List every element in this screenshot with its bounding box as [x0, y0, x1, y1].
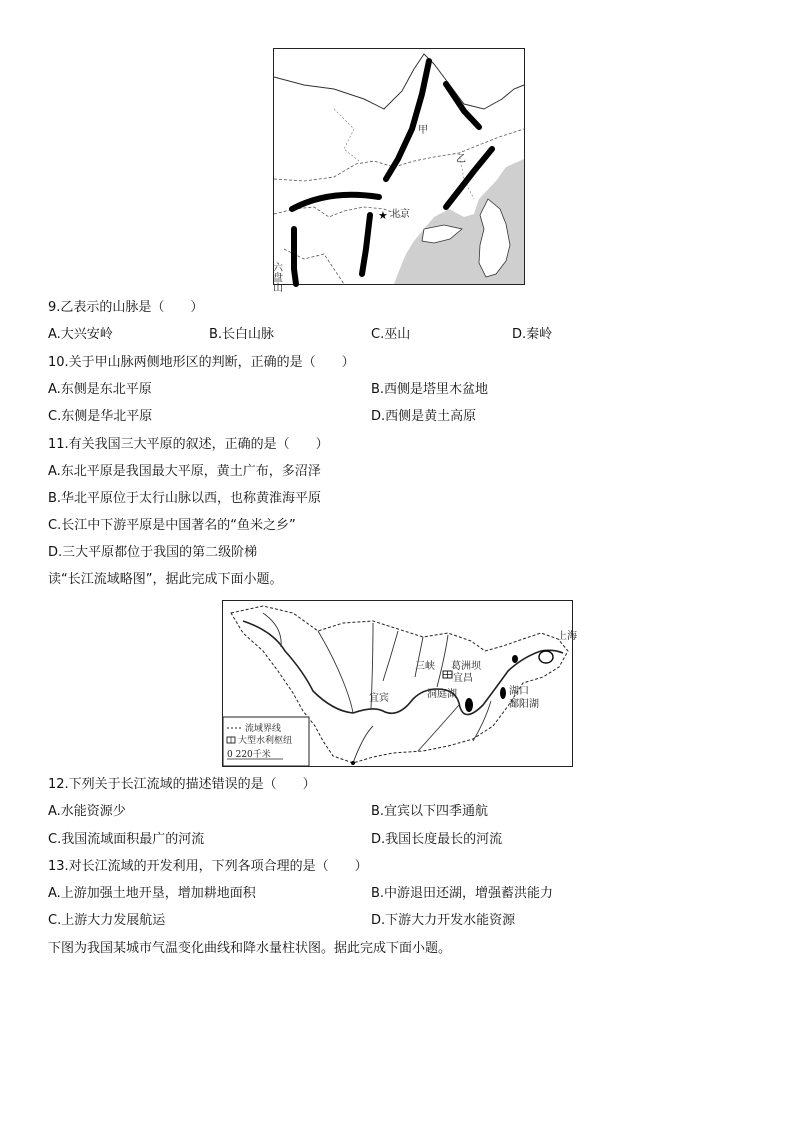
q12-option-a[interactable]: A.水能资源少 — [48, 804, 126, 819]
q10-option-b[interactable]: B.西侧是塔里木盆地 — [371, 382, 489, 397]
q12-option-b[interactable]: B.宜宾以下四季通航 — [371, 804, 489, 819]
q11-option-a[interactable]: A.东北平原是我国最大平原，黄土广布，多沼泽 — [48, 464, 321, 479]
mountain-liupan-line — [294, 229, 296, 284]
poyang-lake-shape — [500, 687, 506, 699]
taihu-lake-shape — [539, 651, 553, 663]
tributary — [383, 631, 398, 681]
label-gezhouba: 葛洲坝 — [451, 661, 481, 672]
mountain-jia-line — [386, 61, 429, 179]
legend-boundary-label: 流域界线 — [245, 724, 282, 734]
province-boundary — [334, 109, 359, 161]
label-hukou: 湖口 — [509, 686, 529, 697]
mountain-taihang-line — [362, 215, 370, 274]
yangtze-map-figure — [222, 600, 577, 767]
tributary — [418, 705, 459, 751]
q12-option-d[interactable]: D.我国长度最长的河流 — [371, 832, 503, 847]
label-yibin: 宜宾 — [369, 693, 389, 704]
q11-option-d[interactable]: D.三大平原都位于我国的第二级阶梯 — [48, 545, 258, 560]
question-10-stem: 10.关于甲山脉两侧地形区的判断，正确的是（ ） — [48, 355, 355, 370]
dianchi-lake-shape — [351, 761, 355, 765]
label-yi: 乙 — [456, 154, 466, 165]
intro-yangtze: 读“长江流域略图”，据此完成下面小题。 — [48, 572, 283, 587]
tributary — [437, 635, 448, 687]
q10-option-c[interactable]: C.东侧是华北平原 — [48, 409, 153, 424]
label-shanghai: 上海 — [557, 631, 577, 642]
q11-option-c[interactable]: C.长江中下游平原是中国著名的“鱼米之乡” — [48, 518, 296, 533]
q12-option-c[interactable]: C.我国流域面积最广的河流 — [48, 832, 205, 847]
question-11-stem: 11.有关我国三大平原的叙述，正确的是（ ） — [48, 437, 329, 452]
q9-option-b[interactable]: B.长白山脉 — [209, 327, 275, 342]
question-12-stem: 12.下列关于长江流域的描述错误的是（ ） — [48, 777, 316, 792]
label-beijing: 北京 — [390, 209, 410, 220]
q9-option-c[interactable]: C.巫山 — [371, 327, 411, 342]
q10-option-d[interactable]: D.西侧是黄土高原 — [371, 409, 477, 424]
chao-lake-shape — [512, 655, 518, 663]
label-poyang: 鄱阳湖 — [509, 699, 539, 710]
mountain-map-svg — [270, 49, 524, 292]
question-9-stem: 9.乙表示的山脉是（ ） — [48, 300, 204, 315]
mountain-yi-north-line — [446, 84, 479, 127]
q13-option-b[interactable]: B.中游退田还湖，增强蓄洪能力 — [371, 886, 554, 901]
q13-option-d[interactable]: D.下游大力开发水能资源 — [371, 913, 516, 928]
border-line — [274, 54, 524, 109]
legend-hub-label: 大型水利枢纽 — [238, 736, 293, 746]
mountain-map-figure — [270, 48, 525, 292]
label-sanxia: 三峡 — [415, 661, 435, 672]
label-dongting: 洞庭湖 — [427, 689, 457, 700]
q11-option-b[interactable]: B.华北平原位于太行山脉以西，也称黄淮海平原 — [48, 491, 322, 506]
dongting-lake-shape — [465, 698, 473, 712]
q13-option-a[interactable]: A.上游加强土地开垦，增加耕地面积 — [48, 886, 256, 901]
q13-option-c[interactable]: C.上游大力发展航运 — [48, 913, 166, 928]
label-yichang: 宜昌 — [453, 673, 473, 684]
q9-option-d[interactable]: D.秦岭 — [512, 327, 553, 342]
q9-option-a[interactable]: A.大兴安岭 — [48, 327, 113, 342]
beijing-star-icon: ★ — [378, 209, 388, 222]
legend-scale-label: 0 220千米 — [227, 750, 271, 760]
q10-option-a[interactable]: A.东侧是东北平原 — [48, 382, 152, 397]
intro-climate-chart: 下图为我国某城市气温变化曲线和降水量柱状图。据此完成下面小题。 — [48, 941, 452, 956]
label-liupan: 六盘山 — [270, 262, 282, 292]
question-13-stem: 13.对长江流域的开发利用，下列各项合理的是（ ） — [48, 859, 368, 874]
yangtze-map-svg — [223, 601, 577, 766]
label-jia: 甲 — [418, 125, 428, 136]
